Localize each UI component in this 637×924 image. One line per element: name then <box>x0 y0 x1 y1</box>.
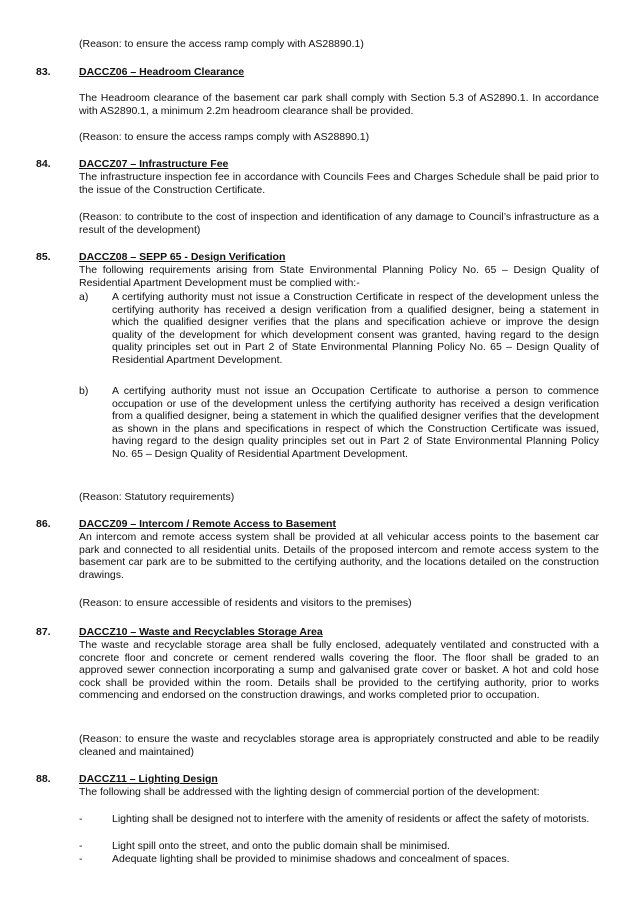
condition-reason <box>79 211 599 236</box>
reason-text: (Reason: to ensure the access ramps comply with AS28890.1) <box>79 131 370 143</box>
bullet-marker: - <box>79 840 83 852</box>
bullet-item <box>112 840 599 853</box>
condition-number: 86. <box>36 518 51 530</box>
reason-text: (Reason: to ensure accessible of residents and visitors to the premises) <box>79 597 412 609</box>
bullet-text: Light spill onto the street, and onto the public domain shall be minimised. <box>112 840 450 852</box>
bullet-text: Lighting shall be designed not to interfere with the amenity of residents or affect the safety of motorists. <box>112 813 590 825</box>
item-text: A certifying authority must not issue a Construction Certificate in respect of the development unless the certifying authority has received a design verification from a qualified designer, being a statement in which the qualified designer verifies that the plans and specification achieve or improve the design quality of the development for which development consent was granted, having regard to the design quality principles set out in Part 2 of State Environmental Planning Policy No. 65 – Design Quality of Residential Apartment Development. <box>112 291 599 366</box>
bullet-text: Adequate lighting shall be provided to minimise shadows and concealment of spaces. <box>112 853 510 865</box>
condition-body <box>79 786 599 799</box>
condition-title: DACCZ07 – Infrastructure Fee <box>79 158 229 170</box>
reason-text: (Reason: to ensure the waste and recyclables storage area is appropriately constructed and able to be readily cleaned and maintained) <box>79 733 599 758</box>
condition-body <box>79 531 599 581</box>
reason-text: (Reason: to contribute to the cost of inspection and identification of any damage to Council’s infrastructure as a result of the development) <box>79 211 599 236</box>
body-text: The following requirements arising from State Environmental Planning Policy No. 65 – Design Quality of Residential Apartment Development must be complied with:- <box>79 264 599 289</box>
condition-body <box>79 264 599 289</box>
condition-title: DACCZ11 – Lighting Design <box>79 773 218 785</box>
condition-reason <box>79 131 599 144</box>
condition-number: 84. <box>36 158 51 170</box>
condition-title: DACCZ10 – Waste and Recyclables Storage Area <box>79 626 323 638</box>
body-text: The Headroom clearance of the basement car park shall comply with Section 5.3 of AS2890.1. In accordance with AS2890.1, a minimum 2.2m headroom clearance shall be provided. <box>79 92 599 117</box>
item-label: a) <box>79 291 89 303</box>
condition-title: DACCZ08 – SEPP 65 - Design Verification <box>79 251 286 263</box>
condition-number: 83. <box>36 66 51 78</box>
intro-reason <box>79 38 599 51</box>
condition-title: DACCZ06 – Headroom Clearance <box>79 66 245 78</box>
list-item <box>112 385 599 461</box>
bullet-marker: - <box>79 813 83 825</box>
reason-text: (Reason: Statutory requirements) <box>79 491 235 503</box>
condition-number: 85. <box>36 251 51 263</box>
body-text: The following shall be addressed with the lighting design of commercial portion of the development: <box>79 786 540 798</box>
body-text: The infrastructure inspection fee in accordance with Councils Fees and Charges Schedule shall be paid prior to the issue of the Construction Certificate. <box>79 171 599 196</box>
reason-text: (Reason: to ensure the access ramp comply with AS28890.1) <box>79 38 364 50</box>
body-text: The waste and recyclable storage area shall be fully enclosed, adequately ventilated and constructed with a concrete floor and concrete or cement rendered walls covering the floor. The floor shall be graded to an approved sewer connection incorporating a sump and galvanised grate cover or basket. A hot and cold hose cock shall be provided within the room. Details shall be provided to the certifying authority, prior to works commencing and endorsed on the construction drawings, and works completed prior to occupation. <box>79 639 599 702</box>
bullet-item <box>112 813 599 826</box>
condition-title: DACCZ09 – Intercom / Remote Access to Basement <box>79 518 336 530</box>
condition-body <box>79 639 599 702</box>
list-item <box>112 291 599 367</box>
bullet-item <box>112 853 599 866</box>
condition-number: 88. <box>36 773 51 785</box>
condition-body <box>79 92 599 117</box>
condition-body <box>79 171 599 196</box>
item-label: b) <box>79 385 89 397</box>
condition-reason <box>79 597 599 610</box>
condition-reason <box>79 733 599 758</box>
item-text: A certifying authority must not issue an Occupation Certificate to authorise a person to commence occupation or use of the development unless the certifying authority has received a design verification from a qualified designer, being a statement in which the qualified designer verifies that the development as shown in the plans and specifications in respect of which the Construction Certificate was issued, having regard to the design quality principles set out in Part 2 of State Environmental Planning Policy No. 65 – Design Quality of Residential Apartment Development. <box>112 385 599 460</box>
condition-reason <box>79 491 599 504</box>
bullet-marker: - <box>79 853 83 865</box>
condition-number: 87. <box>36 626 51 638</box>
body-text: An intercom and remote access system shall be provided at all vehicular access points to the basement car park and connected to all residential units. Details of the proposed intercom and remote access system to the basement car park are to be submitted to the certifying authority, and the locations detailed on the construction drawings. <box>79 531 599 581</box>
